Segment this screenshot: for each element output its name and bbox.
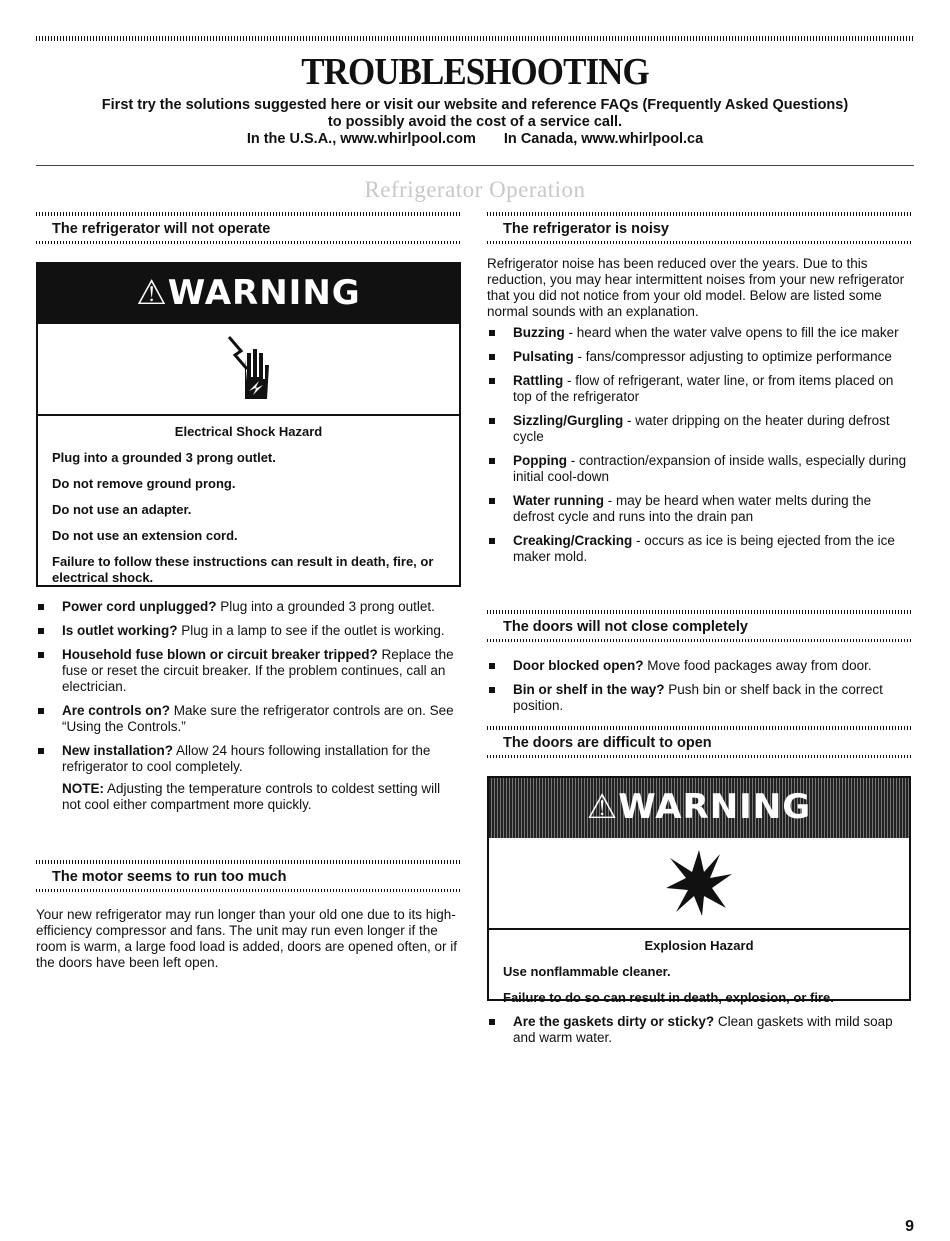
subhead-doors-close [487, 610, 911, 642]
warning-line: Failure to do so can result in death, explosion, or fire. [503, 990, 834, 1005]
list-item: Pulsating - fans/compressor adjusting to optimize performance [487, 349, 911, 365]
heading-not-operate: The refrigerator will not operate [52, 221, 271, 237]
noisy-list [487, 325, 911, 573]
intro-line-1: First try the solutions suggested here or visit our website and reference FAQs (Frequently Asked Questions) [101, 97, 849, 113]
list-item: Power cord unplugged? Plug into a grounded 3 prong outlet. [36, 599, 461, 615]
explosion-icon [489, 838, 909, 930]
page-number: 9 [905, 1218, 914, 1235]
electrical-shock-icon [38, 324, 459, 416]
warning-line: Do not use an adapter. [52, 502, 192, 517]
list-item: Are controls on? Make sure the refrigerator controls are on. See “Using the Controls.” [36, 703, 461, 735]
electrical-warning-box [36, 262, 461, 587]
us-website-link[interactable]: In the U.S.A., www.whirlpool.com [246, 131, 476, 147]
list-item: Water running - may be heard when water melts during the defrost cycle and runs into the drain pan [487, 493, 911, 525]
list-item: Sizzling/Gurgling - water dripping on the heater during defrost cycle [487, 413, 911, 445]
motor-text: Your new refrigerator may run longer than your old one due to its high-efficiency compressor and fans. The unit may run even longer if the room is warm, a large food load is added, doors are opened often, or if the doors have been left open. [36, 907, 457, 970]
top-decorative-bar [36, 36, 914, 41]
intro-text [36, 97, 914, 148]
list-item: Creaking/Cracking - occurs as ice is being ejected from the ice maker mold. [487, 533, 911, 565]
intro-line-2: to possibly avoid the cost of a service call. [327, 114, 623, 130]
warning-line: Do not remove ground prong. [52, 476, 236, 491]
warning-line: Plug into a grounded 3 prong outlet. [52, 450, 276, 465]
canada-website-link[interactable]: In Canada, www.whirlpool.ca [503, 131, 704, 147]
subhead-doors-open [487, 726, 911, 758]
heading-motor: The motor seems to run too much [52, 869, 287, 885]
note: NOTE: Adjusting the temperature controls to coldest setting will not cool either compartment more quickly. [62, 781, 441, 812]
subhead-motor [36, 860, 461, 892]
heading-doors-close: The doors will not close completely [503, 619, 748, 635]
page-title: TROUBLESHOOTING [301, 51, 649, 93]
subhead-not-operate [36, 212, 461, 244]
doors-close-list [487, 658, 911, 722]
warning-body [489, 930, 909, 1014]
list-item: Rattling - flow of refrigerant, water line, or from items placed on top of the refrigerator [487, 373, 911, 405]
divider [36, 165, 914, 166]
list-item: Buzzing - heard when the water valve opens to fill the ice maker [487, 325, 911, 341]
doors-open-list [487, 1014, 911, 1054]
list-item: Popping - contraction/expansion of inside walls, especially during initial cool-down [487, 453, 911, 485]
warning-header: ⚠WARNING [38, 264, 459, 324]
heading-doors-open: The doors are difficult to open [503, 735, 712, 751]
list-item: Are the gaskets dirty or sticky? Clean gaskets with mild soap and warm water. [487, 1014, 911, 1046]
warning-line: Failure to follow these instructions can result in death, fire, or electrical shock. [52, 554, 434, 585]
list-item: Household fuse blown or circuit breaker tripped? Replace the fuse or reset the circuit breaker. If the problem continues, call an electrician. [36, 647, 461, 695]
warning-line: Do not use an extension cord. [52, 528, 238, 543]
heading-noisy: The refrigerator is noisy [503, 221, 669, 237]
section-title: Refrigerator Operation [364, 177, 586, 202]
noisy-intro: Refrigerator noise has been reduced over the years. Due to this reduction, you may hear intermittent noises from your new refrigerator that you did not notice from your old model. Below are listed some normal sounds with an explanation. [487, 256, 905, 319]
explosion-warning-box [487, 776, 911, 1005]
not-operate-list [36, 599, 461, 821]
warning-header: ⚠WARNING [489, 778, 909, 838]
list-item: Is outlet working? Plug in a lamp to see if the outlet is working. [36, 623, 461, 639]
warning-body [38, 416, 459, 594]
warning-line: Use nonflammable cleaner. [503, 964, 671, 979]
hazard-title: Electrical Shock Hazard [174, 424, 323, 439]
hazard-title: Explosion Hazard [644, 938, 754, 953]
subhead-noisy [487, 212, 911, 244]
list-item: Door blocked open? Move food packages away from door. [487, 658, 911, 674]
intro-links [36, 131, 914, 148]
list-item: New installation? Allow 24 hours following installation for the refrigerator to cool completely. NOTE: Adjusting the temperature controls to coldest setting will not cool either compartment more quickly. [36, 743, 461, 813]
list-item: Bin or shelf in the way? Push bin or shelf back in the correct position. [487, 682, 911, 714]
